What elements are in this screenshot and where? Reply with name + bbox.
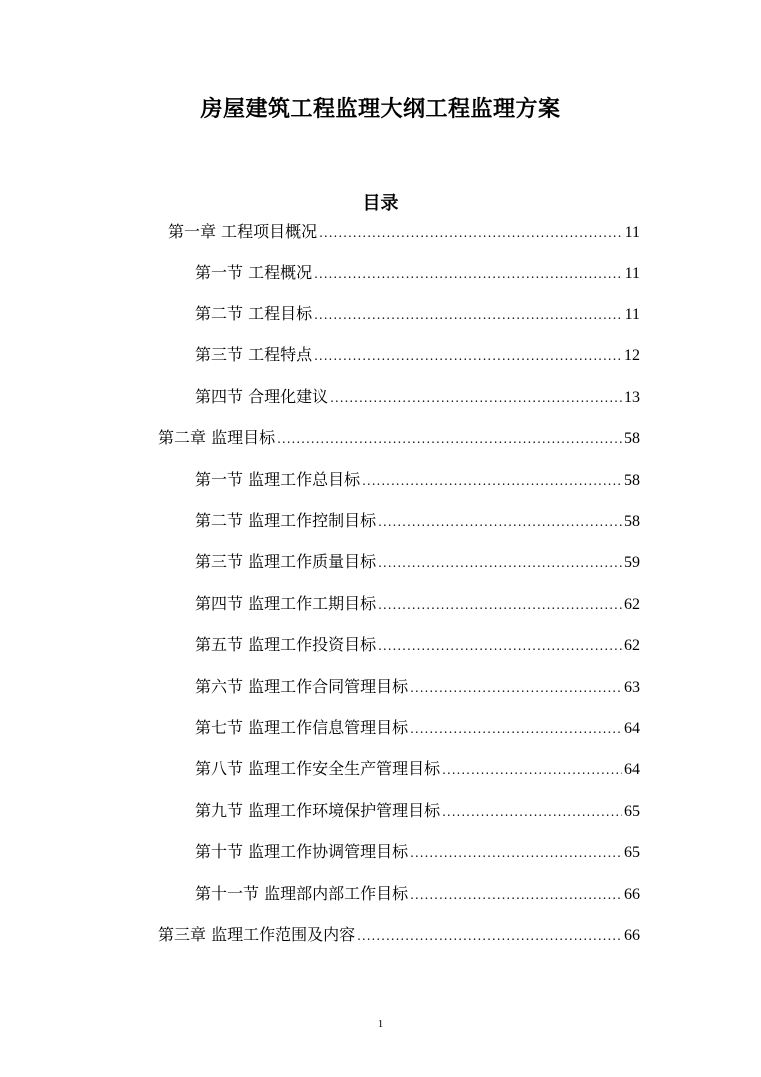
toc-entry-label: 第二节 监理工作控制目标 (195, 511, 377, 530)
toc-entry-section[interactable] (195, 385, 640, 409)
toc-entry-section[interactable] (195, 882, 640, 906)
toc-entry-label: 第九节 监理工作环境保护管理目标 (195, 801, 441, 820)
toc-entry-section[interactable] (195, 261, 640, 285)
toc-heading: 目录 (362, 193, 399, 214)
toc-entry-label: 第一节 工程概况 (195, 263, 313, 282)
toc-entry-page: 12 (624, 347, 640, 364)
toc-entry-section[interactable] (195, 716, 640, 740)
toc-dot-leader (410, 841, 622, 865)
toc-dot-leader (410, 676, 622, 700)
toc-entry-page: 11 (624, 265, 640, 282)
toc-entry-label: 第十节 监理工作协调管理目标 (195, 842, 409, 861)
toc-entry-section[interactable] (195, 757, 640, 781)
toc-entry-page: 58 (624, 472, 640, 489)
toc-dot-leader (378, 634, 622, 658)
toc-entry-page: 58 (624, 430, 640, 447)
toc-entry-section[interactable] (195, 302, 640, 326)
toc-dot-leader (378, 551, 622, 575)
toc-entry-chapter-2[interactable] (158, 426, 640, 450)
toc-entry-section[interactable] (195, 675, 640, 699)
toc-entry-page: 11 (624, 224, 640, 241)
toc-entry-page: 66 (624, 886, 640, 903)
toc-dot-leader (277, 427, 622, 451)
toc-dot-leader (410, 717, 622, 741)
toc-entry-label: 第三章 监理工作范围及内容 (158, 925, 356, 944)
toc-dot-leader (442, 758, 622, 782)
toc-dot-leader (442, 800, 622, 824)
toc-entry-label: 第四节 监理工作工期目标 (195, 594, 377, 613)
toc-entry-page: 64 (624, 720, 640, 737)
toc-entry-label: 第六节 监理工作合同管理目标 (195, 677, 409, 696)
toc-entry-section[interactable] (195, 343, 640, 367)
toc-entry-section[interactable] (195, 550, 640, 574)
toc-entry-label: 第三节 监理工作质量目标 (195, 552, 377, 571)
toc-entry-page: 59 (624, 554, 640, 571)
toc-dot-leader (362, 469, 622, 493)
toc-dot-leader (330, 386, 622, 410)
toc-dot-leader (410, 883, 622, 907)
toc-entry-label: 第二章 监理目标 (158, 428, 276, 447)
toc-dot-leader (378, 510, 622, 534)
toc-entry-section[interactable] (195, 592, 640, 616)
toc-entry-label: 第八节 监理工作安全生产管理目标 (195, 759, 441, 778)
toc-entry-section[interactable] (195, 840, 640, 864)
toc-entry-section[interactable] (195, 509, 640, 533)
toc-entry-page: 62 (624, 596, 640, 613)
toc-dot-leader (314, 344, 622, 368)
toc-dot-leader (319, 221, 623, 245)
toc-entry-page: 58 (624, 513, 640, 530)
toc-dot-leader (357, 924, 622, 948)
toc-entry-label: 第十一节 监理部内部工作目标 (195, 884, 409, 903)
toc-entry-page: 65 (624, 803, 640, 820)
toc-entry-label: 第七节 监理工作信息管理目标 (195, 718, 409, 737)
toc-entry-page: 66 (624, 927, 640, 944)
toc-dot-leader (314, 262, 623, 286)
toc-entry-label: 第一节 监理工作总目标 (195, 470, 361, 489)
toc-entry-label: 第二节 工程目标 (195, 304, 313, 323)
toc-entry-label: 第五节 监理工作投资目标 (195, 635, 377, 654)
toc-entry-page: 11 (624, 306, 640, 323)
document-title: 房屋建筑工程监理大纲工程监理方案 (200, 97, 561, 122)
toc-entry-label: 第四节 合理化建议 (195, 387, 329, 406)
page-number: 1 (377, 1018, 384, 1030)
toc-entry-chapter-3[interactable] (158, 923, 640, 947)
toc-entry-section[interactable] (195, 799, 640, 823)
toc-entry-label: 第三节 工程特点 (195, 345, 313, 364)
toc-entry-section[interactable] (195, 468, 640, 492)
toc-entry-label: 第一章 工程项目概况 (168, 222, 318, 241)
toc-dot-leader (314, 303, 623, 327)
toc-entry-page: 13 (624, 389, 640, 406)
toc-dot-leader (378, 593, 622, 617)
toc-entry-chapter-1[interactable] (168, 220, 640, 244)
toc-entry-page: 64 (624, 761, 640, 778)
toc-entry-section[interactable] (195, 633, 640, 657)
toc-entry-page: 65 (624, 844, 640, 861)
toc-entry-page: 63 (624, 679, 640, 696)
toc-entry-page: 62 (624, 637, 640, 654)
